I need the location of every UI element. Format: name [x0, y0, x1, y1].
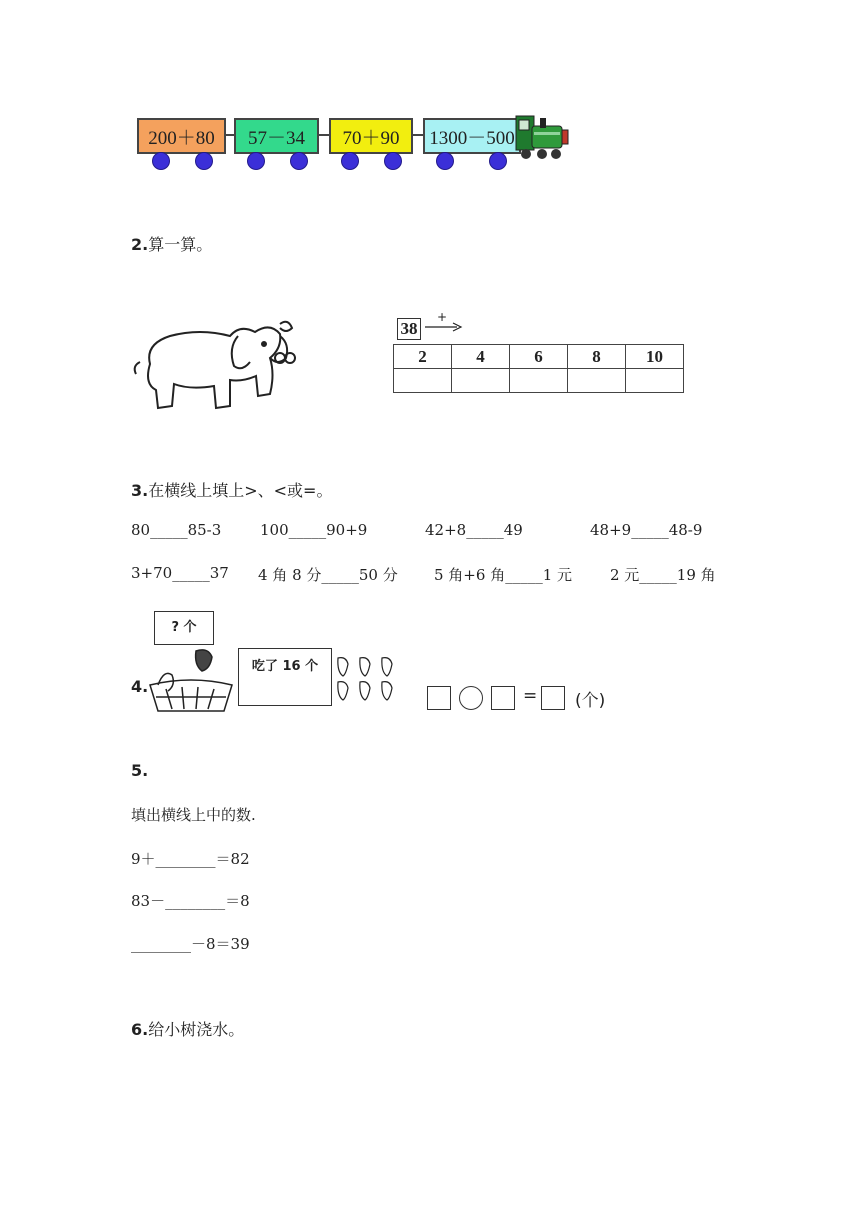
train-car-3	[329, 118, 413, 154]
question-title: 在横线上填上>、<或=。	[148, 481, 333, 500]
strawberry-basket-illustration	[146, 645, 236, 715]
operator-label: +	[437, 310, 448, 324]
train-car-text: 70＋90	[342, 127, 400, 149]
q3-heading	[131, 478, 332, 501]
answer-cell[interactable]	[394, 369, 452, 393]
q6-heading	[131, 1017, 244, 1040]
question-number: 4.	[131, 677, 149, 696]
question-number: 3.	[131, 481, 149, 500]
wheel	[152, 152, 170, 170]
table-cell: 8	[568, 345, 626, 369]
fill-blank-item: 83－________＝8	[131, 892, 250, 910]
wheel	[436, 152, 454, 170]
wheel	[341, 152, 359, 170]
wheel	[247, 152, 265, 170]
table-cell: 2	[394, 345, 452, 369]
addition-table	[393, 344, 684, 393]
table-cell: 10	[626, 345, 684, 369]
answer-cell[interactable]	[452, 369, 510, 393]
instruction-text: 填出横线上中的数.	[131, 806, 256, 824]
compare-item: 42+8_____49	[425, 521, 523, 539]
fill-blank-item: 9＋________＝82	[131, 850, 250, 868]
wheel	[489, 152, 507, 170]
table-cell: 4	[452, 345, 510, 369]
question-number: 5.	[131, 761, 149, 780]
compare-item: 100_____90+9	[260, 521, 368, 539]
fill-blank-item: ________－8＝39	[131, 935, 250, 953]
table-cell: 6	[510, 345, 568, 369]
answer-box[interactable]	[427, 686, 451, 710]
start-number-box: 38	[397, 318, 421, 340]
train-car-text: 1300－500	[429, 127, 515, 149]
answer-cell[interactable]	[510, 369, 568, 393]
q5-heading	[131, 761, 148, 780]
operator-circle[interactable]	[459, 686, 483, 710]
locomotive-icon	[514, 110, 572, 164]
question-title: 给小树浇水。	[148, 1020, 245, 1039]
question-title: 算一算。	[148, 235, 213, 254]
unit-label: (个)	[575, 691, 606, 711]
compare-item: 80_____85-3	[131, 521, 222, 539]
arrow-right-icon	[423, 322, 463, 332]
compare-item: 4 角 8 分_____50 分	[258, 566, 398, 584]
compare-item: 5 角+6 角_____1 元	[434, 566, 573, 584]
wheel	[384, 152, 402, 170]
wheel	[195, 152, 213, 170]
answer-cell[interactable]	[568, 369, 626, 393]
equals-sign: =	[523, 686, 538, 706]
q2-heading	[131, 232, 212, 255]
answer-box[interactable]	[541, 686, 565, 710]
wheel	[290, 152, 308, 170]
train-car-1	[137, 118, 226, 154]
answer-box[interactable]	[491, 686, 515, 710]
train-car-4	[423, 118, 521, 154]
compare-item: 3+70_____37	[131, 564, 229, 582]
elephant-illustration	[130, 314, 300, 414]
compare-item: 48+9_____48-9	[590, 521, 703, 539]
train-car-text: 57－34	[247, 127, 305, 149]
question-number: 2.	[131, 235, 149, 254]
ate-label-box: 吃了 16 个	[238, 648, 332, 706]
train-car-text: 200＋80	[148, 127, 215, 149]
question-number: 6.	[131, 1020, 149, 1039]
question-label-box: ? 个	[154, 611, 214, 645]
answer-cell[interactable]	[626, 369, 684, 393]
table-row	[394, 369, 684, 393]
compare-item: 2 元_____19 角	[610, 566, 716, 584]
train-car-2	[234, 118, 319, 154]
strawberries-icon	[334, 654, 404, 706]
table-row	[394, 345, 684, 369]
